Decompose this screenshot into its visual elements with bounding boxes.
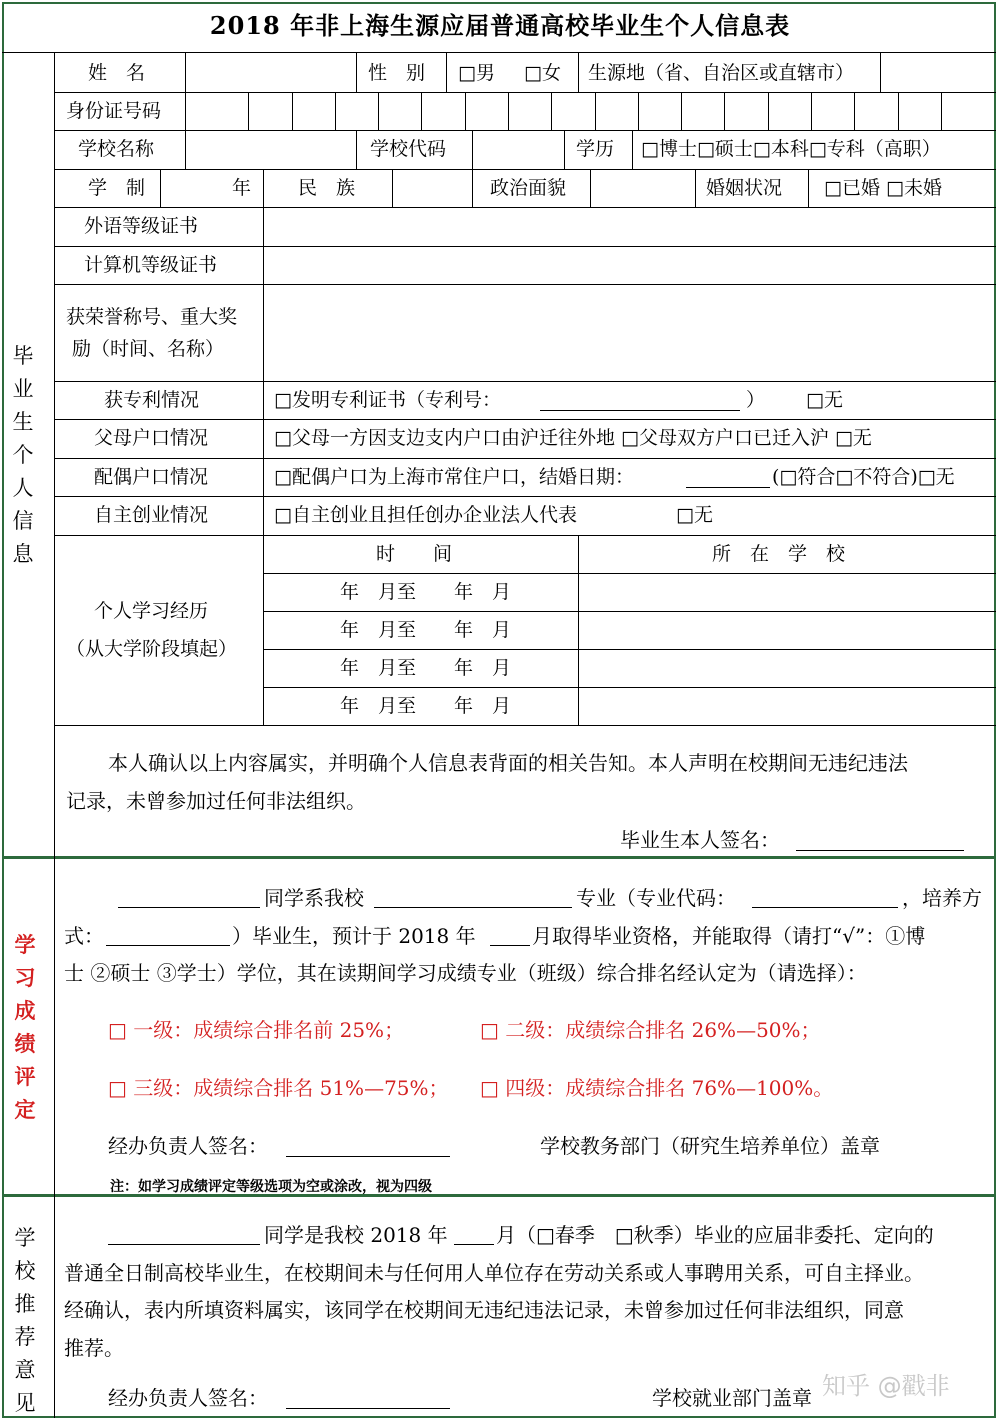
s3-line1-b: 月（□春季 □秋季）毕业的应届非委托、定向的 [496, 1223, 934, 1247]
spouse-label: 配偶户口情况 [94, 466, 209, 488]
declaration-line-1: 本人确认以上内容属实，并明确个人信息表背面的相关告知。本人声明在校期间无违纪违法 [108, 751, 908, 775]
col-line [472, 169, 473, 207]
row-line [54, 496, 996, 497]
s2-manager-sign-label: 经办负责人签名： [108, 1134, 268, 1158]
col-line [472, 130, 473, 169]
s2-manager-sign-field[interactable] [286, 1138, 450, 1157]
id-box-line [378, 92, 379, 130]
s2-line2-a: 式： [64, 924, 104, 948]
startup-none-checkbox[interactable]: □无 [676, 504, 713, 526]
s2-line2-b: ）毕业生，预计于 2018 年 [232, 924, 476, 948]
id-box-line [465, 92, 466, 130]
grade-option-4[interactable]: □ 四级：成绩综合排名 76%—100%。 [480, 1076, 834, 1100]
startup-label: 自主创业情况 [94, 504, 209, 526]
patent-label: 获专利情况 [104, 389, 200, 411]
col-line [695, 169, 696, 207]
id-label: 身份证号码 [66, 100, 162, 122]
grade-option-2[interactable]: □ 二级：成绩综合排名 26%—50%； [480, 1018, 821, 1042]
graduate-signature-label: 毕业生本人签名： [620, 828, 780, 852]
s2-line1-a: 同学系我校 [264, 886, 364, 910]
row-line [54, 246, 996, 247]
col-line [578, 535, 579, 725]
marriage-date-field[interactable] [686, 469, 770, 488]
s2-line1-c: ，培养方 [902, 886, 982, 910]
s2-line3: 士 ②硕士 ③学士）学位，其在读期间学习成绩专业（班级）综合排名经认定为（请选择）： [64, 961, 867, 985]
s3-student-name-field[interactable] [108, 1226, 260, 1245]
col-line [590, 169, 591, 207]
time-header: 时 间 [376, 543, 453, 565]
id-box-line [898, 92, 899, 130]
training-mode-field[interactable] [106, 927, 230, 946]
parents-label: 父母户口情况 [94, 427, 209, 449]
col-line [185, 52, 186, 169]
political-label: 政治面貌 [490, 177, 567, 199]
side-column-divider [54, 52, 55, 1418]
id-box-line [811, 92, 812, 130]
major-field[interactable] [374, 889, 572, 908]
col-line [160, 169, 161, 207]
row-line [54, 458, 996, 459]
row-line [54, 284, 996, 285]
school-label: 学校名称 [78, 138, 155, 160]
id-box-line [768, 92, 769, 130]
id-box-line [551, 92, 552, 130]
row-line [263, 687, 996, 688]
section3-side-label: 学校推荐意见 [14, 1226, 36, 1415]
id-box-line [681, 92, 682, 130]
parents-options[interactable]: □父母一方因支边支内户口由沪迁往外地 □父母双方户口已迁入沪 □无 [274, 427, 872, 449]
major-code-field[interactable] [752, 889, 898, 908]
col-line [263, 207, 264, 725]
id-box-line [421, 92, 422, 130]
spouse-tail-options[interactable]: (□符合□不符合)□无 [772, 466, 955, 488]
s2-line2-c: 月取得毕业资格，并能取得（请打“√”：①博 [532, 924, 926, 948]
gender-label: 性 别 [368, 62, 426, 84]
academic-office-seal: 学校教务部门（研究生培养单位）盖章 [540, 1134, 880, 1158]
rule-top [2, 52, 996, 53]
s3-month-field[interactable] [454, 1226, 494, 1245]
row-line [263, 611, 996, 612]
section1-side-label: 毕业生个人信息 [12, 344, 34, 566]
declaration-line-2: 记录，未曾参加过任何非法组织。 [66, 789, 366, 813]
marital-label: 婚姻状况 [706, 177, 783, 199]
watermark: 知乎 @戳非 [822, 1372, 950, 1400]
ethnicity-label: 民 族 [298, 177, 356, 199]
origin-label: 生源地（省、自治区或直辖市） [588, 62, 855, 84]
id-box-line [724, 92, 725, 130]
col-line [632, 130, 633, 169]
col-line [356, 130, 357, 169]
patent-none-checkbox[interactable]: □无 [806, 389, 843, 411]
s3-line2: 普通全日制高校毕业生，在校期间未与任何用人单位存在劳动关系或人事聘用关系，可自主择业。 [64, 1261, 924, 1285]
col-line [392, 169, 393, 207]
row-line [54, 207, 996, 208]
row-line [54, 535, 996, 536]
school-header: 所 在 学 校 [712, 543, 846, 565]
row-line [54, 381, 996, 382]
row-line [263, 573, 996, 574]
school-code-label: 学校代码 [370, 138, 447, 160]
duration-label: 学 制 [88, 177, 146, 199]
col-line [578, 52, 579, 92]
name-label: 姓 名 [88, 62, 146, 84]
patent-checkbox[interactable]: □发明专利证书（专利号： [274, 389, 501, 411]
id-box-line [508, 92, 509, 130]
graduation-month-field[interactable] [490, 927, 530, 946]
id-box-line [292, 92, 293, 130]
graduate-signature-field[interactable] [796, 832, 964, 851]
form-title: 2018 年非上海生源应届普通高校毕业生个人信息表 [209, 11, 791, 40]
grade-note: 注：如学习成绩评定等级选项为空或涂改，视为四级 [110, 1179, 432, 1195]
language-label: 外语等级证书 [84, 215, 199, 237]
s3-line1-a: 同学是我校 2018 年 [264, 1223, 448, 1247]
degree-options[interactable]: □博士□硕士□本科□专科（高职） [641, 138, 941, 160]
employment-office-seal: 学校就业部门盖章 [652, 1386, 812, 1410]
study-label-1: 个人学习经历 [94, 600, 209, 622]
col-line [564, 130, 565, 169]
honors-label-1: 获荣誉称号、重大奖 [66, 306, 238, 328]
study-label-2: （从大学阶段填起） [66, 638, 238, 660]
study-row-time: 年 月至 年 月 [340, 581, 512, 603]
section-divider-1 [2, 856, 996, 859]
degree-label: 学历 [576, 138, 615, 160]
row-line [54, 130, 996, 131]
col-line [356, 52, 357, 92]
col-line [263, 169, 264, 207]
startup-checkbox[interactable]: □自主创业且担任创办企业法人代表 [274, 504, 577, 526]
id-box-line [595, 92, 596, 130]
honors-label-2: 励（时间、名称） [72, 338, 225, 360]
id-box-line [638, 92, 639, 130]
id-box-line [854, 92, 855, 130]
col-line [446, 52, 447, 92]
grade-option-1[interactable]: □ 一级：成绩综合排名前 25%； [108, 1018, 405, 1042]
patent-close: ） [746, 389, 766, 411]
spouse-checkbox[interactable]: □配偶户口为上海市常住户口，结婚日期： [274, 466, 634, 488]
marital-options[interactable]: □已婚 □未婚 [824, 177, 942, 199]
col-line [880, 52, 881, 92]
gender-female-checkbox[interactable]: □女 [524, 62, 561, 84]
s3-line4: 推荐。 [64, 1336, 124, 1360]
duration-year-suffix: 年 [232, 177, 252, 199]
id-box-line [335, 92, 336, 130]
patent-number-field[interactable] [540, 392, 740, 411]
s3-line3: 经确认，表内所填资料属实，该同学在校期间无违纪违法记录，未曾参加过任何非法组织，同意 [64, 1298, 904, 1322]
student-name-field[interactable] [118, 889, 260, 908]
computer-label: 计算机等级证书 [84, 254, 218, 276]
s3-manager-sign-label: 经办负责人签名： [108, 1386, 268, 1410]
id-box-line [248, 92, 249, 130]
id-box-line [941, 92, 942, 130]
row-line [54, 419, 996, 420]
col-line [808, 169, 809, 207]
s2-line1-b: 专业（专业代码： [576, 886, 736, 910]
row-line [54, 725, 996, 726]
row-line [263, 649, 996, 650]
gender-male-checkbox[interactable]: □男 [458, 62, 495, 84]
study-row-time: 年 月至 年 月 [340, 695, 512, 717]
section2-side-label: 学习成绩评定 [14, 932, 36, 1122]
study-row-time: 年 月至 年 月 [340, 657, 512, 679]
grade-option-3[interactable]: □ 三级：成绩综合排名 51%—75%； [108, 1076, 449, 1100]
row-line [54, 169, 996, 170]
study-row-time: 年 月至 年 月 [340, 619, 512, 641]
s3-manager-sign-field[interactable] [286, 1390, 450, 1409]
